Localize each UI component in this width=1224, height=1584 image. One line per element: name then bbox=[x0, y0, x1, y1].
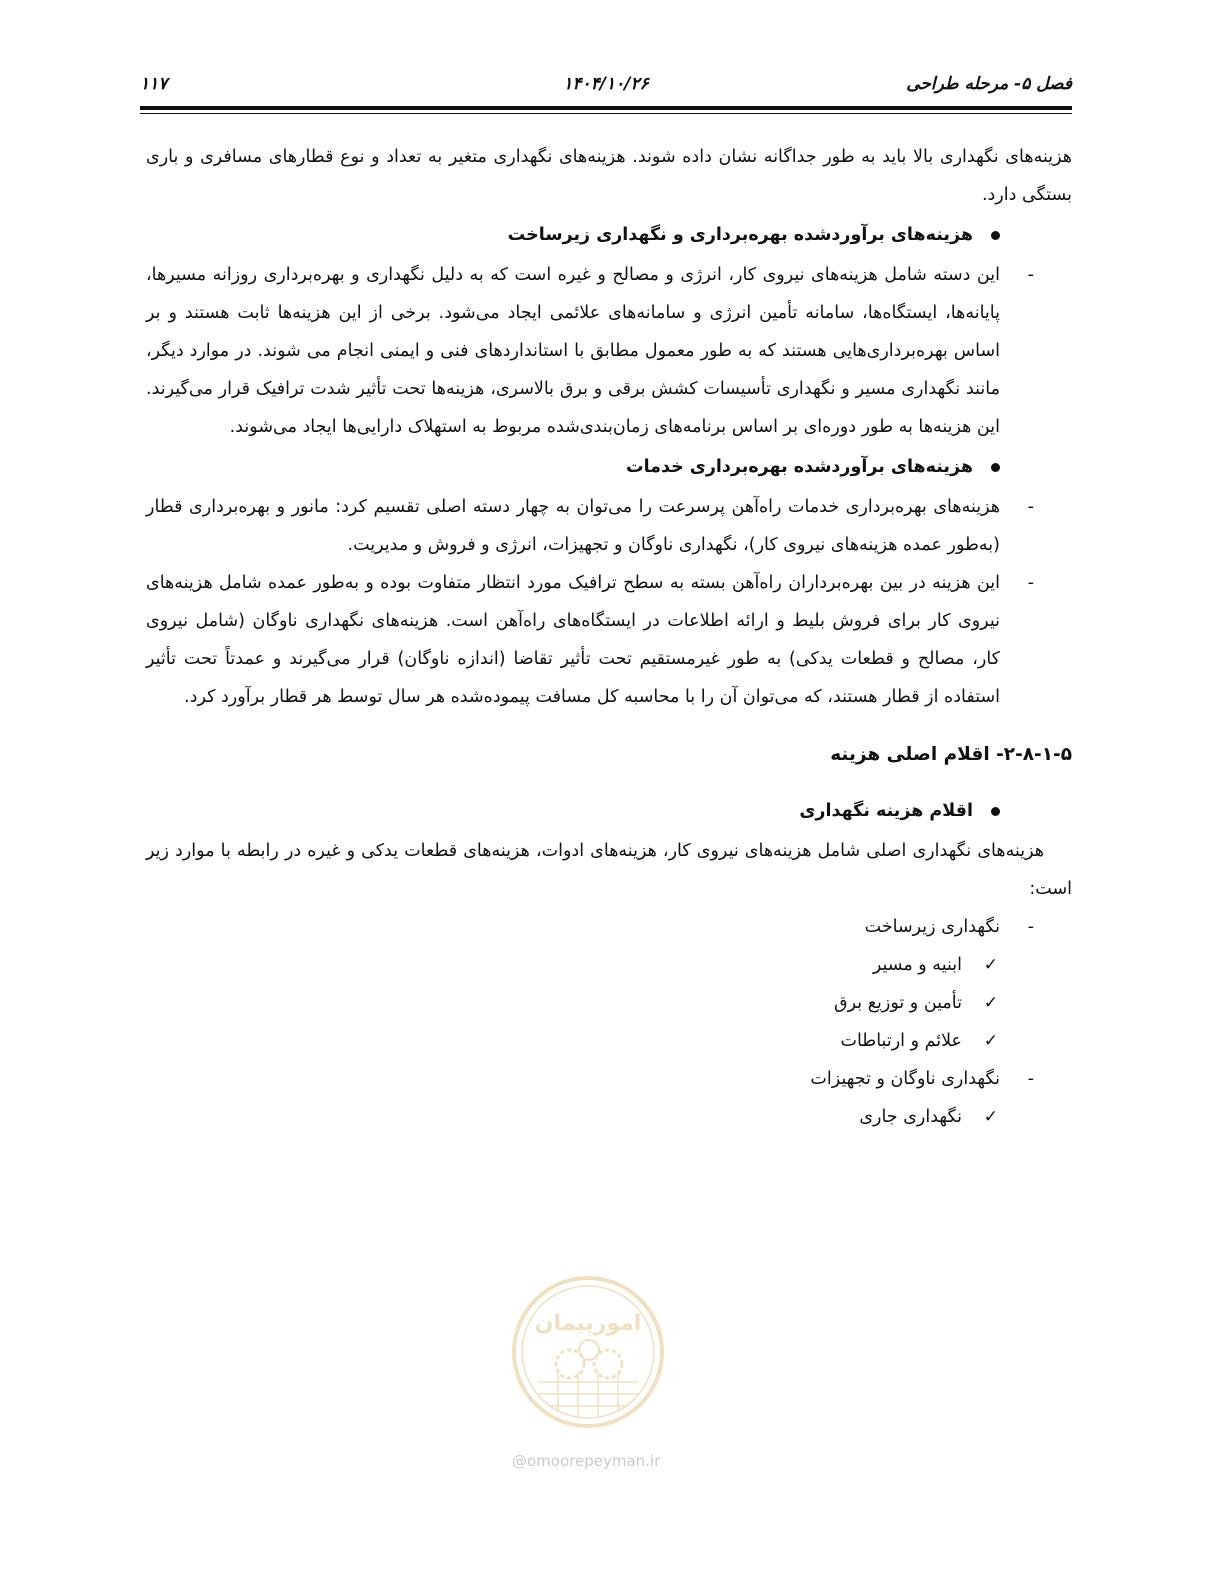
watermark-logo-icon bbox=[508, 1272, 668, 1432]
bullet-heading-maintenance: اقلام هزینه نگهداری bbox=[146, 792, 1000, 830]
document-body bbox=[146, 138, 1072, 1136]
dash-icon: - bbox=[1027, 917, 1034, 937]
list-item: - این دسته شامل هزینه‌های نیروی کار، انرژی و مصالح و غیره است که به دلیل نگهداری و بهره‌برداری روزانه مسیرها، پایانه‌ها، ایستگاه‌ها، سامانه تأمین انرژی و سامانه‌های علائمی ایجاد می‌شود. برخی از این هزینه‌ها ثابت هستند و بر اساس بهره‌برداری‌هایی هستند که به طور معمول مطابق با استانداردهای فنی و ایمنی انجام می شوند. در موارد دیگر، مانند نگهداری مسیر و نگهداری تأسیسات کشش برقی و برق بالاسری، هزینه‌ها تحت تأثیر شدت ترافیک قرار می‌گیرند. این هزینه‌ها به طور دوره‌ای بر اساس برنامه‌های زمان‌بندی‌شده مربوط به استهلاک دارایی‌ها ایجاد می‌شوند. bbox=[146, 256, 1072, 446]
check-icon: ✓ bbox=[983, 1107, 998, 1127]
header-rule-thin bbox=[140, 113, 1072, 114]
page-header bbox=[140, 74, 1072, 104]
check-item: ✓ نگهداری جاری bbox=[146, 1098, 1072, 1136]
bullet-icon bbox=[991, 231, 1000, 240]
list-item: - نگهداری ناوگان و تجهیزات bbox=[146, 1060, 1072, 1098]
chapter-title: فصل ۵- مرحله طراحی bbox=[906, 74, 1072, 94]
bullet-heading-services: هزینه‌های برآوردشده بهره‌برداری خدمات bbox=[146, 448, 1000, 486]
check-icon: ✓ bbox=[983, 955, 998, 975]
dash-icon: - bbox=[1027, 1069, 1034, 1089]
list-item: - نگهداری زیرساخت bbox=[146, 908, 1072, 946]
intro-paragraph: هزینه‌های نگهداری بالا باید به طور جداگانه نشان داده شوند. هزینه‌های نگهداری متغیر به تعداد و نوع قطارهای مسافری و باری بستگی دارد. bbox=[146, 147, 1072, 205]
dash-icon: - bbox=[1027, 265, 1034, 285]
header-date: ۱۴۰۴/۱۰/۲۶ bbox=[563, 74, 649, 94]
svg-text:امورپیمان: امورپیمان bbox=[534, 1311, 642, 1336]
bullet-heading-infrastructure: هزینه‌های برآوردشده بهره‌برداری و نگهداری زیرساخت bbox=[146, 216, 1000, 254]
dash-icon: - bbox=[1027, 573, 1034, 593]
dash-icon: - bbox=[1027, 497, 1034, 517]
bullet-icon bbox=[991, 807, 1000, 816]
bullet-icon bbox=[991, 463, 1000, 472]
maintenance-paragraph: هزینه‌های نگهداری اصلی شامل هزینه‌های نیروی کار، هزینه‌های ادوات، هزینه‌های قطعات یدکی و غیره در رابطه با موارد زیر است: bbox=[146, 841, 1072, 899]
check-item: ✓ تأمین و توزیع برق bbox=[146, 984, 1072, 1022]
check-icon: ✓ bbox=[983, 993, 998, 1013]
watermark-site-text: @omoorepeyman.ir bbox=[512, 1452, 661, 1470]
check-icon: ✓ bbox=[983, 1031, 998, 1051]
list-item: - این هزینه در بین بهره‌برداران راه‌آهن بسته به سطح ترافیک مورد انتظار متفاوت بوده و به‌طور عمده شامل هزینه‌های نیروی کار برای فروش بلیط و ارائه اطلاعات در ایستگاه‌های راه‌آهن است. هزینه‌های نگهداری ناوگان (شامل نیروی کار، مصالح و قطعات یدکی) به طور غیرمستقیم تحت تأثیر تقاضا (اندازه ناوگان) قرار می‌گیرند و عمدتاً تحت تأثیر استفاده از قطار هستند، که می‌توان آن را با محاسبه کل مسافت پیموده‌شده هر سال توسط هر قطار برآورد کرد. bbox=[146, 564, 1072, 716]
check-item: ✓ ابنیه و مسیر bbox=[146, 946, 1072, 984]
list-item: - هزینه‌های بهره‌برداری خدمات راه‌آهن پرسرعت را می‌توان به چهار دسته اصلی تقسیم کرد: مانور و بهره‌برداری قطار (به‌طور عمده هزینه‌های نیروی کار)، نگهداری ناوگان و تجهیزات، انرژی و فروش و مدیریت. bbox=[146, 488, 1072, 564]
check-item: ✓ علائم و ارتباطات bbox=[146, 1022, 1072, 1060]
header-rule-thick bbox=[140, 106, 1072, 110]
section-heading: ۲-۸-۱-۵- اقلام اصلی هزینه bbox=[830, 744, 1072, 765]
page-number: ۱۱۷ bbox=[140, 74, 168, 94]
